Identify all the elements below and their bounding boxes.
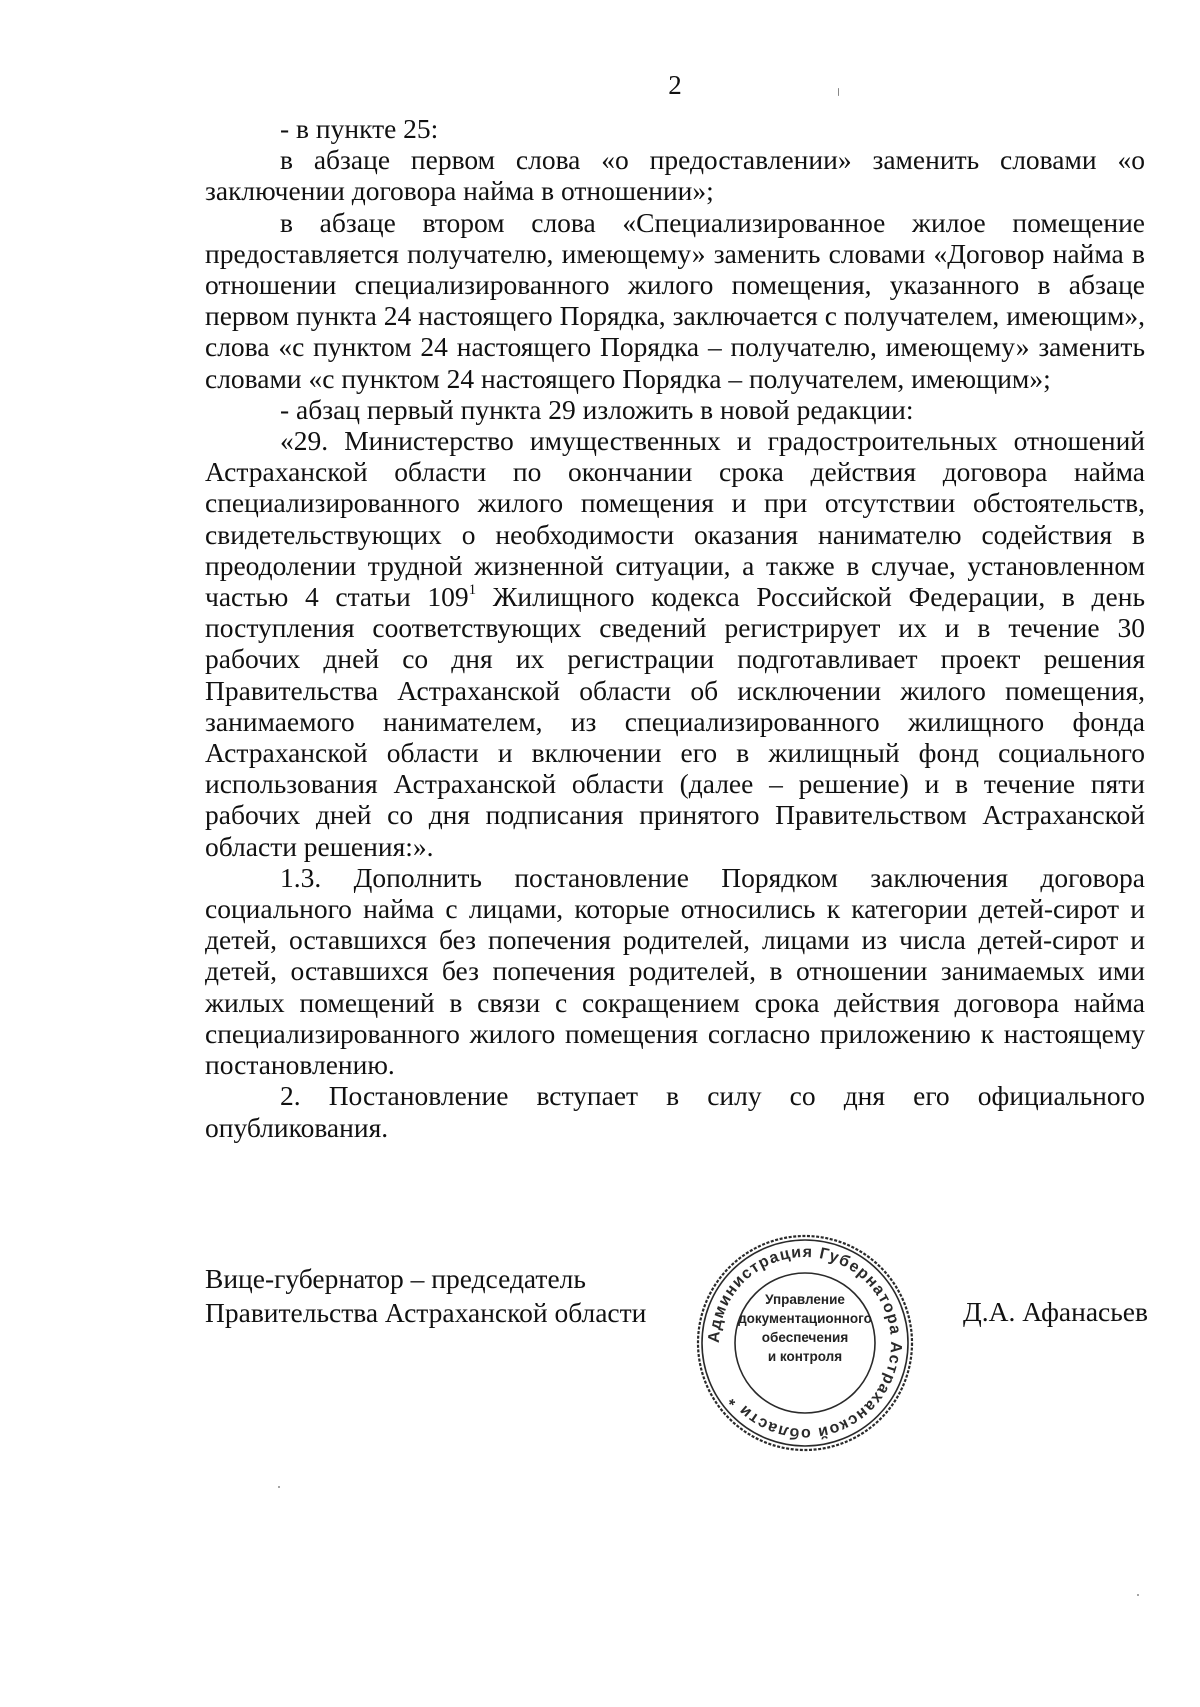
paragraph-second-abzac: в абзаце втором слова «Специализированное жилое помещение предоставляется получателю, имеющему» заменить словами «Договор найма в отношении специализированного жилого помещения, указанного в абзаце первом пункта 24 настоящего Порядка, заключается с получателем, имеющим», слова «с пунктом 24 настоящего Порядка – получателю, имеющему» заменить словами «с пунктом 24 настоящего Порядка – получателем, имеющим»; bbox=[205, 206, 1145, 394]
stamp-line-3: обеспечения bbox=[761, 1330, 849, 1345]
stamp-ring-text: Администрация Губернатора Астраханской области * bbox=[705, 1243, 905, 1443]
stamp-line-4: и контроля bbox=[767, 1349, 843, 1364]
document-body bbox=[205, 113, 1145, 1143]
paragraph-29-before: «29. Министерство имущественных и градостроительных отношений Астраханской области по окончании срока действия договора найма специализированного жилого помещения и при отсутствии обстоятельств, свидетельствующих о необходимости оказания нанимателю содействия в преодолении трудной жизненной ситуации, а также в случае, установленном частью 4 статьи 109 bbox=[205, 425, 1145, 613]
paragraph-point-29-intro: - абзац первый пункта 29 изложить в новой редакции: bbox=[280, 393, 914, 425]
stamp-inner-text bbox=[730, 1290, 880, 1366]
scan-speck bbox=[1137, 1594, 1139, 1596]
signatory-title-line-1: Вице-губернатор – председатель bbox=[205, 1263, 586, 1294]
signatory-name: Д.А. Афанасьев bbox=[963, 1296, 1148, 1327]
paragraph-1-3: 1.3. Дополнить постановление Порядком заключения договора социального найма с лицами, которые относились к категории детей-сирот и детей, оставшихся без попечения родителей, лицами из числа детей-сирот и детей, оставшихся без попечения родителей, в отношении занимаемых ими жилых помещений в связи с сокращением срока действия договора найма специализированного жилого помещения согласно приложению к настоящему постановлению. bbox=[205, 861, 1145, 1081]
scan-speck bbox=[838, 88, 839, 96]
paragraph-2: 2. Постановление вступает в силу со дня его официального опубликования. bbox=[205, 1080, 1145, 1143]
stamp-line-2: документационного bbox=[738, 1311, 872, 1326]
superscript-mark: 1 bbox=[468, 582, 477, 599]
signature-block bbox=[205, 1243, 1148, 1492]
stamp-line-1: Управление bbox=[765, 1292, 845, 1307]
page-number: 2 bbox=[668, 70, 682, 100]
scan-speck bbox=[278, 1486, 280, 1488]
signatory-title bbox=[205, 1262, 646, 1330]
paragraph-point-29-text bbox=[205, 425, 1145, 862]
paragraph-first-abzac: в абзаце первом слова «о предоставлении» заменить словами «о заключении договора найма в отношении»; bbox=[205, 144, 1145, 207]
signatory-title-line-2: Правительства Астраханской области bbox=[205, 1297, 647, 1328]
paragraph-29-after: Жилищного кодекса Российской Федерации, в день поступления соответствующих сведений регистрирует их и в течение 30 рабочих дней со дня их регистрации подготавливает проект решения Правительства Астраханской области об исключении жилого помещения, занимаемого нанимателем, из специализированного жилищного фонда Астраханской области и включении его в жилищный фонд социального использования Астраханской области (далее – решение) и в течение пяти рабочих дней со дня подписания принятого Правительством Астраханской области решения:». bbox=[205, 581, 1145, 862]
official-stamp bbox=[694, 1232, 916, 1454]
paragraph-point-25: - в пункте 25: bbox=[280, 113, 439, 144]
